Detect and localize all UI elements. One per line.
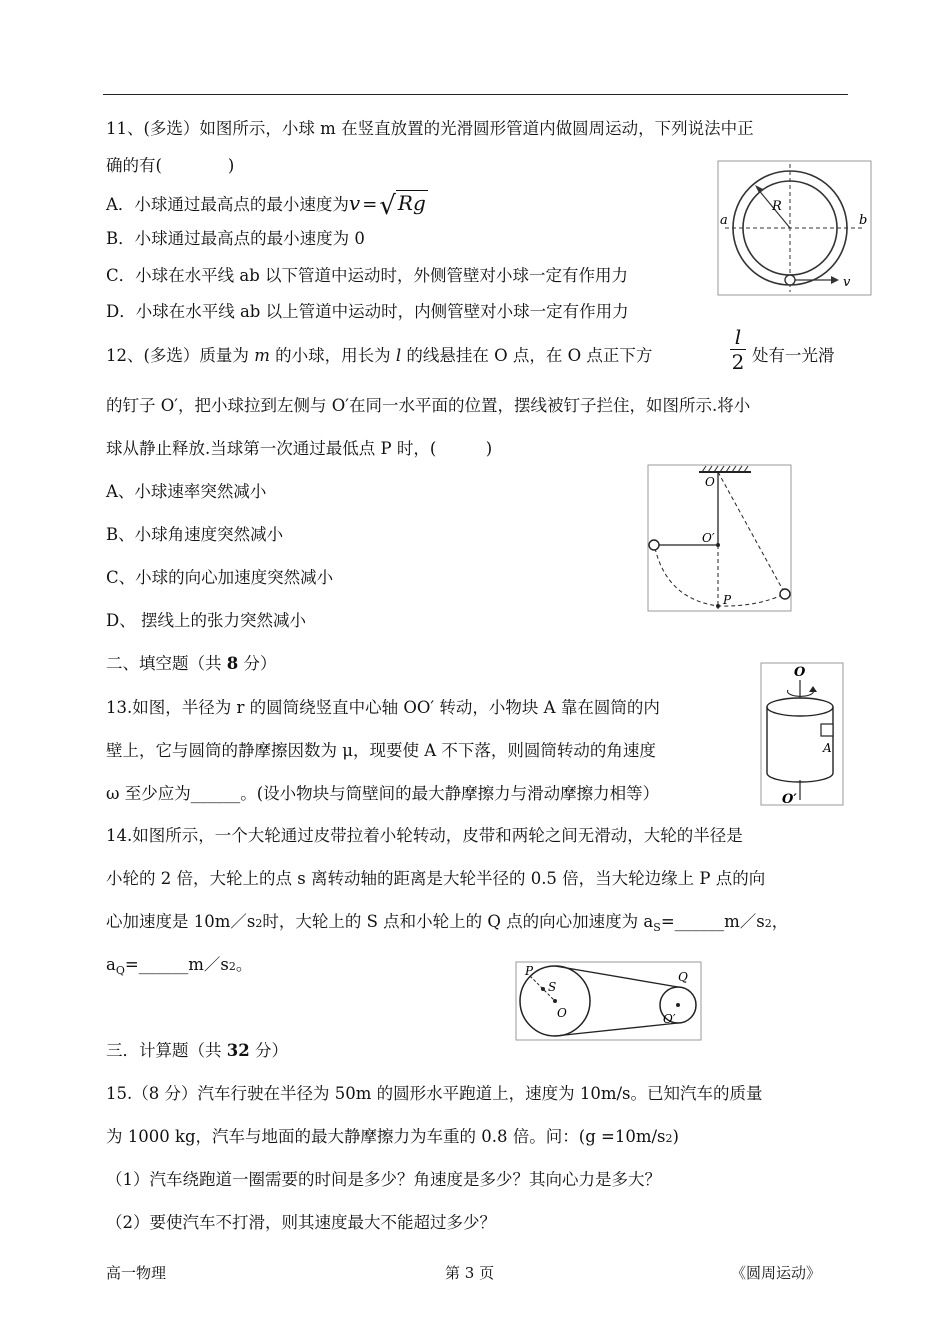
q12-line1-b: 的小球，用长为 [269,346,396,365]
q14-label-q: Q [678,970,688,984]
q12-figure-frame [648,465,791,611]
q12-option-d: D、 摆线上的张力突然减小 [106,611,306,630]
q11-option-a [106,191,428,221]
q12-nail [716,543,720,547]
q15-line2-a: 为 1000 kg，汽车与地面的最大静摩擦力为车重的 0.8 倍。问：(g =10m/s [106,1127,666,1146]
q12-fraction [728,326,748,373]
q15-line2 [106,1126,679,1150]
q12-line3: 球从静止释放.当球第一次通过最低点 P 时，( ) [106,439,493,458]
q11-ball [785,275,795,285]
q11-label-a: a [720,213,728,228]
q13-label-o-prime: O′ [782,792,797,806]
q14-center-o [553,999,557,1003]
q12-pendulum-figure [647,464,792,612]
section3-title [106,1040,288,1062]
q15-unit-square: 2 [665,1132,673,1145]
q14-figure-frame [516,962,701,1040]
q14-label-s: S [548,980,557,994]
q15-part1: （1）汽车绕跑道一圈需要的时间是多少？角速度是多少？其向心力是多大？ [106,1170,661,1189]
q11-label-b: b [859,213,868,228]
q14-line2: 小轮的 2 倍，大轮上的点 s 离转动轴的距离是大轮半径的 0.5 倍，当大轮边缘上 P 点的向 [106,869,766,888]
q12-fraction-numerator: l [734,325,742,349]
q14-label-o-prime: O′ [663,1012,676,1026]
q13-block-a [821,724,833,736]
q14-belt-bottom [555,1023,678,1036]
q12-line2: 的钉子 O′，把小球拉到左侧与 O′在同一水平面的位置，摆线被钉子拦住，如图所示.将小 [106,396,751,415]
q14-subscript-s: S [653,921,661,934]
q12-label-o-prime: O′ [702,531,715,545]
q14-belt-pulley-figure [515,961,702,1041]
q11-label-v: v [843,275,851,290]
footer-page-number: 第 3 页 [445,1264,495,1282]
section2-title [106,653,276,675]
q11-option-c: C．小球在水平线 ab 以下管道中运动时，外侧管壁对小球一定有作用力 [106,266,629,285]
q12-right-dashed-string [718,472,784,592]
q11-sqrt-sign: √ [379,191,396,221]
header-rule [103,94,848,95]
q12-line1 [106,345,652,367]
q12-line1-end: 处有一光滑 [752,346,835,365]
q14-subscript-q: Q [115,964,125,977]
q14-line3-b: 时，大轮上的 S 点和小轮上的 Q 点的向心加速度为 a [262,912,654,931]
q14-line4 [106,954,252,982]
q14-line3 [106,911,788,939]
q12-option-b: B、小球角速度突然减小 [106,525,284,544]
q11-option-a-text: A．小球通过最高点的最小速度为 [106,195,349,214]
q11-circular-tube-figure [717,160,872,296]
q14-point-s [541,987,545,991]
q14-line3-a: 心加速度是 10m／s [106,912,256,931]
section2-points: 8 [226,654,239,673]
q15-line1: 15.（8 分）汽车行驶在半径为 50m 的圆形水平跑道上，速度为 10m/s。已知汽车的质量 [106,1084,763,1103]
q14-label-p: P [525,964,534,978]
q12-var-l: l [395,346,402,365]
q13-line1: 13.如图，半径为 r 的圆筒绕竖直中心轴 OO′ 转动，小物块 A 靠在圆筒的内 [106,698,660,717]
q11-label-r: R [772,199,782,214]
section2-title-post: 分） [238,654,277,673]
q11-option-b: B．小球通过最高点的最小速度为 0 [106,229,365,248]
q12-line1-a: 12、(多选）质量为 [106,346,255,365]
section3-points: 32 [226,1041,250,1060]
q14-line4-c: 。 [235,955,253,974]
q12-ball-right [780,589,790,599]
q12-point-p [716,604,720,608]
q14-belt-top [555,966,678,987]
q14-line1: 14.如图所示，一个大轮通过皮带拉着小轮转动，皮带和两轮之间无滑动，大轮的半径是 [106,826,743,845]
section2-title-pre: 二、填空题（共 [106,654,227,673]
q12-option-c: C、小球的向心加速度突然减小 [106,568,334,587]
q14-line3-d: ， [771,912,789,931]
q14-unit-square-2: 2 [764,917,772,930]
q14-line4-a: a [106,955,116,974]
q12-label-o: O [705,475,715,489]
q11-line2: 确的有( ) [106,156,235,175]
q11-option-d: D．小球在水平线 ab 以上管道中运动时，内侧管壁对小球一定有作用力 [106,302,629,321]
q12-var-m: m [254,346,270,365]
q15-line2-b: ) [672,1127,679,1146]
q11-var-rg: Rg [397,191,426,215]
q14-blank-aq: =______m／s [124,955,229,974]
q12-fraction-denominator: 2 [731,350,745,374]
section3-title-pre: 三．计算题（共 [106,1041,227,1060]
q11-velocity-arrowhead [831,276,839,284]
q12-option-a: A、小球速率突然减小 [106,482,267,501]
q14-blank-as: =______m／s [660,912,765,931]
q11-radius-arrowhead [755,185,763,193]
footer-subject: 高一物理 [106,1264,167,1282]
q14-unit-square-1: 2 [255,917,263,930]
q12-swing-arc [655,548,784,606]
q14-center-o-prime [676,1003,680,1007]
q13-cylinder-figure [760,662,844,806]
q15-part2: （2）要使汽车不打滑，则其速度最大不能超过多少？ [106,1213,496,1232]
q11-line1: 11、(多选）如图所示，小球 m 在竖直放置的光滑圆形管道内做圆周运动，下列说法中正 [106,119,754,138]
q13-line3: ω 至少应为______。(设小物块与筒壁间的最大静摩擦力与滑动摩擦力相等） [106,784,660,803]
q14-unit-square-3: 2 [228,960,236,973]
q13-rotation-arrowhead [809,686,817,692]
q11-var-v: v [348,191,361,215]
q12-ball-left [649,540,659,550]
q13-label-o: O [794,665,806,680]
footer-chapter: 《圆周运动》 [731,1264,822,1282]
q14-label-o: O [557,1006,567,1020]
q11-equals: = [362,194,378,215]
q12-line1-c: 的线悬挂在 O 点，在 O 点正下方 [401,346,653,365]
q13-cylinder-top [767,698,833,716]
q13-line2: 壁上，它与圆筒的静摩擦因数为 μ，现要使 A 不下落，则圆筒转动的角速度 [106,741,656,760]
section3-title-post: 分） [249,1041,288,1060]
q13-label-a: A [823,741,832,755]
q12-label-p: P [723,593,732,607]
